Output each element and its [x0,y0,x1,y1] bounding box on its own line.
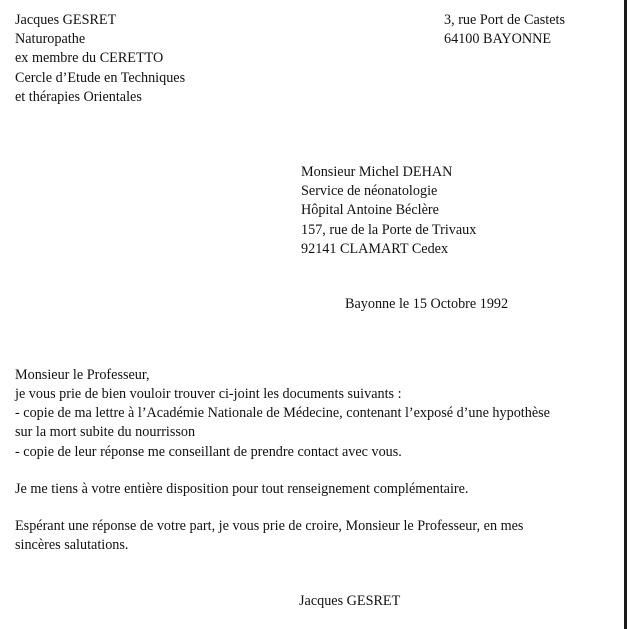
recipient-department: Service de néonatologie [301,183,438,200]
recipient-city: 92141 CLAMART Cedex [301,240,449,257]
recipient-institution: Hôpital Antoine Béclère [301,202,439,219]
sender-profession: Naturopathe [15,31,86,48]
body-line: sincères salutations. [15,537,129,554]
recipient-street: 157, rue de la Porte de Trivaux [301,221,477,238]
sender-block [15,11,185,107]
intro-paragraph [15,385,550,462]
body-line: Espérant une réponse de votre part, je vous prie de croire, Monsieur le Professeur, en mes [15,518,524,534]
sender-affiliation-detail: Cercle d’Etude en Techniques [15,69,186,86]
sender-name: Jacques GESRET [15,12,117,28]
body-line: je vous prie de bien vouloir trouver ci-joint les documents suivants : [15,386,402,402]
sender-city: 64100 BAYONNE [444,31,552,48]
sender-address [444,11,565,49]
availability-paragraph: Je me tiens à votre entière disposition pour tout renseignement complémentaire. [15,481,469,497]
salutation: Monsieur le Professeur, [15,367,150,383]
signature: Jacques GESRET [299,593,401,609]
sender-affiliation: ex membre du CERETTO [15,50,164,67]
body-line: - copie de ma lettre à l’Académie Nationale de Médecine, contenant l’exposé d’une hypothèse [15,405,550,422]
recipient-name: Monsieur Michel DEHAN [301,164,453,180]
body-line: sur la mort subite du nourrisson [15,424,196,441]
letter-date: Bayonne le 15 Octobre 1992 [345,296,509,312]
closing-paragraph [15,517,523,555]
recipient-block [301,163,476,259]
sender-street: 3, rue Port de Castets [444,12,565,28]
body-line: - copie de leur réponse me conseillant de prendre contact avec vous. [15,443,402,460]
sender-affiliation-detail: et thérapies Orientales [15,88,142,105]
